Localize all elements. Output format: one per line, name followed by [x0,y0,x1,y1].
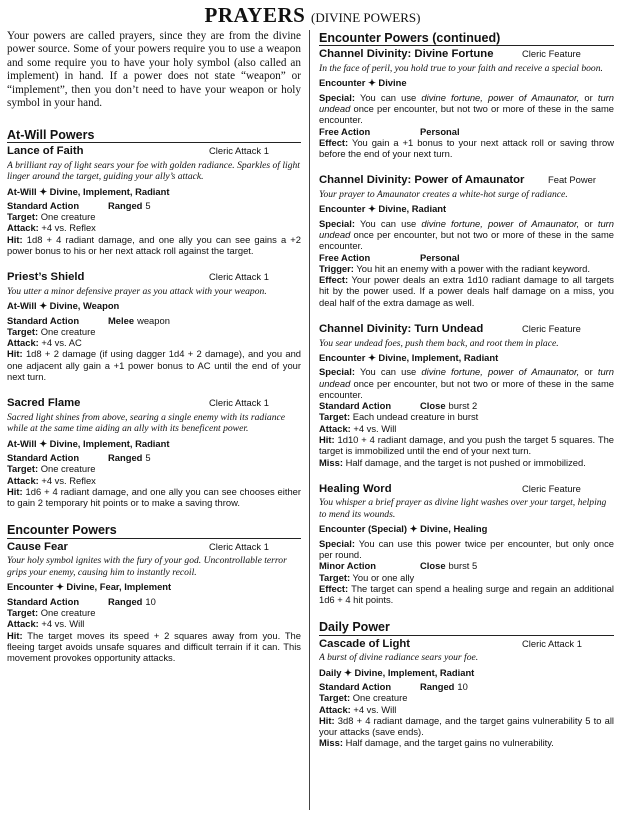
power-action-row [319,126,614,137]
power-cause-fear [7,541,301,664]
power-range-value: 10 [457,681,468,693]
power-special: Special: You can use divine fortune, power of Amaunator, or turn undead once per encounter, but not two or more of these in the same encounter. [319,366,614,400]
power-turn-undead [319,323,614,468]
page-title [0,5,625,26]
power-action: Free Action [319,125,371,137]
power-divine-fortune [319,48,614,159]
power-hit: Hit: 3d8 + 4 radiant damage, and the target gains vulnerability 5 to all your attacks (save ends). [319,714,614,738]
power-attack: Attack: +4 vs. Reflex [7,474,96,486]
power-range-value: 5 [145,452,151,464]
power-action: Standard Action [319,681,392,693]
power-keywords: At-Will ✦ Divine, Weapon [7,300,120,312]
power-attack: Attack: +4 vs. AC [7,337,82,349]
power-action: Standard Action [7,595,80,607]
power-range: Ranged [108,199,143,211]
power-attack: Attack: +4 vs. Will [319,703,397,715]
power-flavor: A brilliant ray of light sears your foe with golden radiance. Sparkles of light linger around the target, guiding your ally’s attack. [7,159,300,183]
power-action: Free Action [319,251,371,263]
power-class: Cleric Attack 1 [522,637,582,649]
section-at-will: At-Will Powers [7,128,301,143]
power-special: Special: You can use divine fortune, power of Amaunator, or turn undead once per encounter, but not two or more of these in the same encounter. [319,91,614,126]
power-range: Ranged [420,681,455,693]
power-class: Cleric Feature [522,322,581,334]
left-column [7,30,301,678]
title-subtitle: (DIVINE POWERS) [311,10,421,25]
power-hit: Hit: 1d8 + 4 radiant damage, and one ally you can see gains a +2 power bonus to his or her next attack roll against the target. [7,233,301,256]
power-keywords: Encounter ✦ Divine, Fear, Implement [7,581,172,593]
power-flavor: You whisper a brief prayer as divine light washes over your target, helping to mend its wounds. [319,497,607,520]
power-range: Personal [420,125,460,137]
power-range: Personal [420,251,460,263]
power-range: Close [420,400,446,412]
power-effect: Effect: The target can spend a healing surge and regain an additional 1d6 + 4 hit points. [319,582,614,606]
power-class: Cleric Attack 1 [209,145,269,156]
power-action-row [7,315,301,326]
power-trigger: Trigger: You hit an enemy with a power with the radiant keyword. [319,262,590,274]
power-hit: Hit: 1d8 + 2 damage (if using dagger 1d4 + 2 damage), and you and one adjacent ally gain a +1 power bonus to AC until the end of your next turn. [7,348,301,382]
title-main: PRAYERS [204,3,306,27]
power-keywords: Encounter ✦ Divine, Implement, Radiant [319,352,499,364]
power-target: Target: You or one ally [319,571,415,583]
power-miss: Miss: Half damage, and the target is not pushed or immobilized. [319,456,586,468]
power-keywords: Encounter ✦ Divine [319,77,407,89]
power-keywords: Encounter ✦ Divine, Radiant [319,203,447,215]
power-keywords: Daily ✦ Divine, Implement, Radiant [319,666,475,678]
power-lance-of-faith [7,145,301,256]
power-attack: Attack: +4 vs. Reflex [7,222,96,234]
power-name: Channel Divinity: Turn Undead [319,322,484,335]
power-range-value: burst 5 [448,560,478,572]
right-column [319,31,614,764]
power-action: Standard Action [7,452,80,464]
power-range-value: burst 2 [448,400,478,412]
power-action-row [7,200,301,211]
power-name: Cause Fear [7,540,68,553]
power-target: Target: Each undead creature in burst [319,411,479,423]
power-action: Minor Action [319,560,376,572]
section-daily: Daily Power [319,620,614,635]
power-flavor: You utter a minor defensive prayer as you attack with your weapon. [7,285,267,297]
power-range: Melee [108,314,135,326]
power-flavor: In the face of peril, you hold true to your faith and receive a special boon. [319,62,603,74]
power-target: Target: One creature [319,692,408,704]
power-name: Lance of Faith [7,145,84,157]
power-target: Target: One creature [7,211,96,223]
power-range-value: weapon [137,314,170,326]
power-cascade-of-light [319,638,614,749]
power-name: Channel Divinity: Power of Amaunator [319,174,525,187]
power-range: Ranged [108,595,143,607]
power-miss: Miss: Half damage, and the target gains no vulnerability. [319,737,554,749]
power-name: Channel Divinity: Divine Fortune [319,48,494,61]
power-name: Sacred Flame [7,397,81,410]
power-hit: Hit: 1d10 + 4 radiant damage, and you push the target 5 squares. The target is immobilized until the end of your next turn. [319,433,614,457]
power-range-value: 5 [145,199,151,211]
power-attack: Attack: +4 vs. Will [7,618,85,630]
power-action-row [319,560,614,571]
section-encounter-continued: Encounter Powers (continued) [319,31,614,46]
power-action: Standard Action [7,314,80,326]
power-keywords: At-Will ✦ Divine, Implement, Radiant [7,437,170,449]
power-action-row [7,452,301,463]
power-class: Cleric Feature [522,48,581,60]
power-hit: Hit: 1d6 + 4 radiant damage, and one ally you can see chooses either to gain 2 temporary hit points or to make a saving throw. [7,485,301,509]
power-class: Cleric Attack 1 [209,540,269,552]
power-class: Cleric Attack 1 [209,397,269,409]
power-action-row [319,681,614,692]
power-hit: Hit: The target moves its speed + 2 squares away from you. The fleeing target avoids unsafe squares and difficult terrain if it can. This movement provokes opportunity attacks. [7,629,301,664]
power-priests-shield [7,271,301,382]
power-healing-word [319,483,614,606]
power-flavor: Sacred light shines from above, searing a single enemy with its radiance while at the same time aiding an ally with its beneficent power. [7,411,286,435]
power-range: Close [420,560,446,572]
power-action-row [319,252,614,263]
power-name: Healing Word [319,482,392,495]
power-flavor: You sear undead foes, push them back, and root them in place. [319,337,559,349]
power-flavor: Your holy symbol ignites with the fury of your god. Uncontrollable terror grips your enemy, causing him to instantly recoil. [7,555,287,578]
power-action: Standard Action [7,199,80,211]
power-special: Special: You can use this power twice per encounter, but only once per round. [319,537,614,560]
power-class: Cleric Feature [522,482,581,494]
power-class: Cleric Attack 1 [209,271,269,283]
power-flavor: Your prayer to Amaunator creates a white-hot surge of radiance. [319,188,568,200]
intro-paragraph: Your powers are called prayers, since they are from the divine power source. Some of your powers require you to use a weapon and some require you to have your holy symbol (also called an implement) in hand. If a power does not state “weapon” or “implement”, then you don’t need to have your weapon or holy symbol in your hand. [7,30,301,110]
power-keywords: At-Will ✦ Divine, Implement, Radiant [7,185,170,197]
power-action-row [319,400,614,411]
power-attack: Attack: +4 vs. Will [319,422,397,434]
power-range: Ranged [108,452,143,464]
power-effect: Effect: Your power deals an extra 1d10 radiant damage to all targets hit by the power used. If a power deals half damage on a miss, you deal half of the extra damage as well. [319,274,614,308]
power-range-value: 10 [145,595,156,607]
power-special: Special: You can use divine fortune, power of Amaunator, or turn undead once per encounter, but not two or more of these in the same encounter. [319,217,614,252]
power-of-amaunator [319,174,614,308]
power-target: Target: One creature [7,463,96,475]
power-target: Target: One creature [7,325,96,337]
section-encounter: Encounter Powers [7,523,301,538]
power-flavor: A burst of divine radiance sears your foe. [319,652,479,664]
column-divider [309,30,310,810]
power-name: Cascade of Light [319,637,411,650]
power-sacred-flame [7,397,301,508]
power-keywords: Encounter (Special) ✦ Divine, Healing [319,523,488,535]
power-effect: Effect: You gain a +1 bonus to your next attack roll or saving throw before the end of your next turn. [319,136,614,160]
power-name: Priest’s Shield [7,271,85,284]
power-class: Feat Power [548,174,596,186]
power-action: Standard Action [319,400,392,412]
power-target: Target: One creature [7,606,96,618]
power-action-row [7,596,301,607]
